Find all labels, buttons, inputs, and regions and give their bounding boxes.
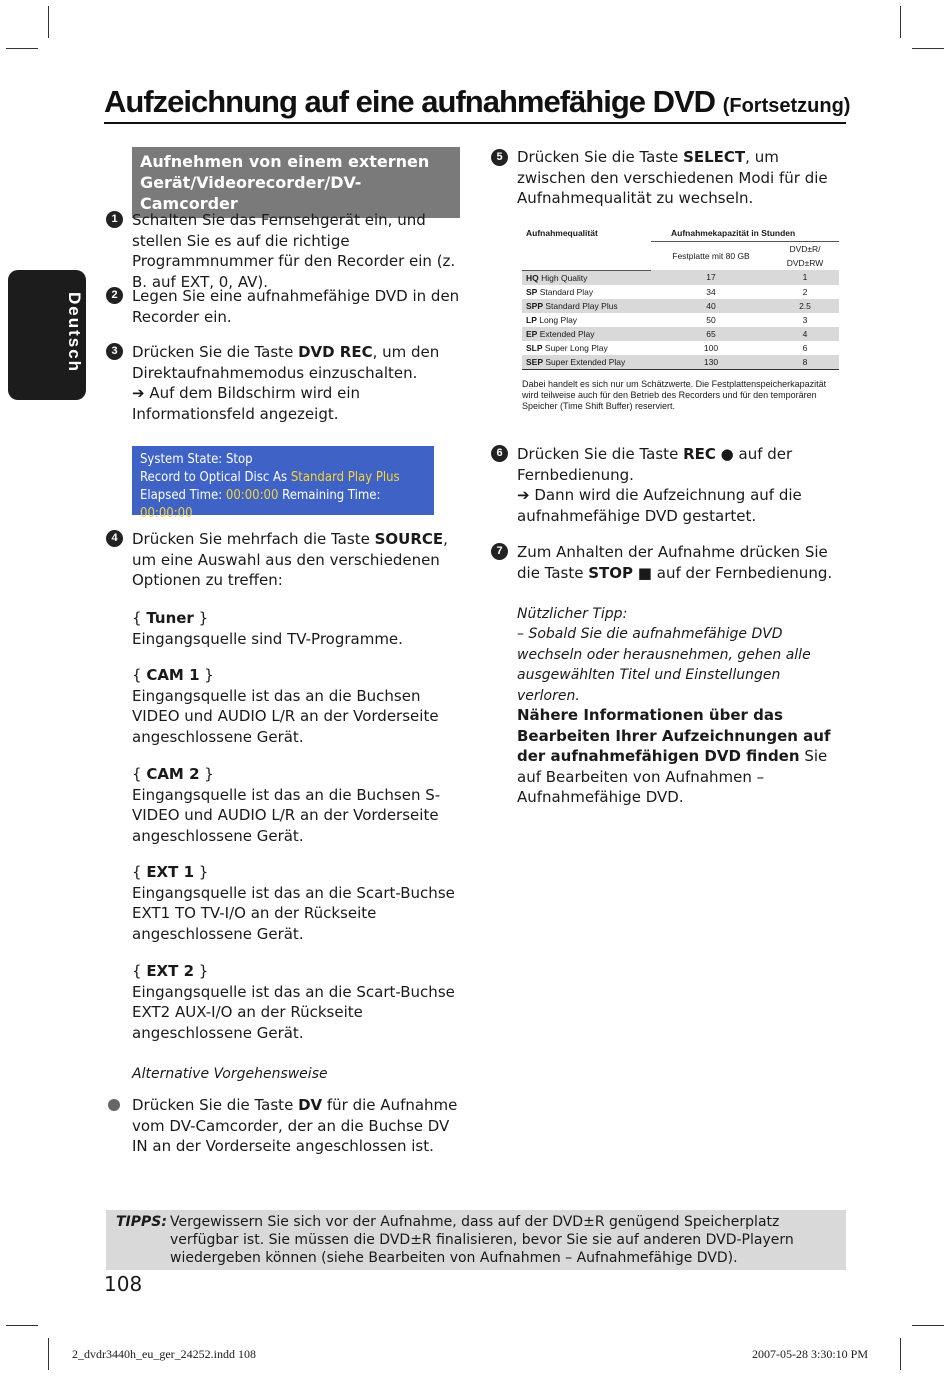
step-1-text: Schalten Sie das Fernsehgerät ein, und stellen Sie es auf die richtige Programmnummer für den Recorder ein (z. B. auf EXT, 0, AV).: [132, 211, 456, 291]
step-6-badge: 6: [491, 445, 508, 462]
osd-info-panel: [132, 446, 434, 521]
table-note: Dabei handelt es sich nur um Schätzwerte. Die Festplattenspeicherkapazität wird teilweise auch für den Betrieb des Recorders und für den temporären Speicher (Time Shift Buffer) reserviert.: [522, 379, 827, 411]
alternative-step-text: Drücken Sie die Taste DV für die Aufnahme vom DV-Camcorder, der an die Buchse DV IN an der Vorderseite angeschlossen ist.: [132, 1096, 458, 1155]
alternative-heading: Alternative Vorgehensweise: [132, 1066, 328, 1082]
step-1-badge: 1: [106, 211, 123, 228]
language-tab: [8, 270, 86, 400]
page-title-main: Aufzeichnung auf eine aufnahmefähige DVD: [104, 84, 716, 119]
table-row: HQ High Quality 17 1: [522, 270, 839, 285]
table-header-quality: Aufnahmequalität: [522, 225, 651, 270]
step-5-text: Drücken Sie die Taste SELECT, um zwischen den verschiedenen Modi für die Aufnahmequalität zu wechseln.: [517, 148, 828, 207]
step-2-badge: 2: [106, 287, 123, 304]
step-2-text: Legen Sie eine aufnahmefähige DVD in den Recorder ein.: [132, 287, 460, 326]
tips-label: TIPPS:: [116, 1214, 167, 1230]
crop-mark: [48, 1338, 49, 1370]
step-5-badge: 5: [491, 149, 508, 166]
recording-quality-table: [522, 225, 839, 370]
table-row: SEP Super Extended Play 130 8: [522, 355, 839, 370]
language-tab-label: Deutsch: [65, 292, 84, 374]
source-option: { CAM 1 } Eingangsquelle ist das an die Buchsen VIDEO und AUDIO L/R an der Vorderseite angeschlossene Gerät.: [132, 666, 439, 746]
more-info-text: Nähere Informationen über das Bearbeiten Ihrer Aufzeichnungen auf der aufnahmefähigen DVD finden Sie auf Bearbeiten von Aufnahmen – Aufnahmefähige DVD.: [517, 706, 831, 806]
source-option: { CAM 2 } Eingangsquelle ist das an die Buchsen S-VIDEO und AUDIO L/R an der Vorderseite angeschlossene Gerät.: [132, 765, 441, 845]
osd-line-2: Record to Optical Disc As Standard Play Plus: [140, 470, 400, 485]
step-6-text: Drücken Sie die Taste REC ● auf der Fernbedienung. ➔ Dann wird die Aufzeichnung auf die aufnahmefähige DVD gestartet.: [517, 445, 802, 525]
table-row: SP Standard Play 34 2: [526, 286, 808, 297]
step-4-text: Drücken Sie mehrfach die Taste SOURCE, um eine Auswahl aus den verschiedenen Optionen zu treffen:: [132, 530, 448, 589]
tip-heading: Nützlicher Tipp:: [517, 606, 628, 622]
osd-line-1: System State: Stop: [140, 452, 253, 467]
page-title-sub: (Fortsetzung): [722, 95, 851, 117]
source-option: { Tuner } Eingangsquelle sind TV-Programme.: [132, 609, 403, 648]
footer-file: 2_dvdr3440h_eu_ger_24252.indd 108: [72, 1347, 256, 1361]
table-subheader-dvd: DVD±R/ DVD±RW: [786, 244, 824, 268]
record-icon: ●: [715, 445, 734, 463]
step-4-badge: 4: [106, 530, 123, 547]
crop-mark: [912, 1325, 944, 1326]
step-3-text: Drücken Sie die Taste DVD REC, um den Direktaufnahmemodus einzuschalten. ➔ Auf dem Bildschirm wird ein Informationsfeld angezeigt.: [132, 343, 440, 423]
table-row: SLP Super Long Play 100 6: [526, 342, 808, 353]
page-title: [104, 84, 851, 124]
crop-mark: [6, 1325, 38, 1326]
table-subheader-hdd: Festplatte mit 80 GB: [672, 251, 750, 261]
step-7-badge: 7: [491, 543, 508, 560]
section-heading: Aufnehmen von einem externen Gerät/Videorecorder/DV-Camcorder: [132, 147, 460, 218]
source-option: { EXT 2 } Eingangsquelle ist das an die Scart-Buchse EXT2 AUX-I/O an der Rückseite angeschlossene Gerät.: [132, 962, 455, 1042]
tips-box: [106, 1210, 846, 1270]
tips-text: Vergewissern Sie sich vor der Aufnahme, dass auf der DVD±R genügend Speicherplatz verfügbar ist. Sie müssen die DVD±R finalisieren, bevor Sie sie auf anderen DVD-Playern wiedergeben können (siehe Bearbeiten von Aufnahmen – Aufnahmefähige DVD).: [170, 1214, 794, 1266]
step-7-text: Zum Anhalten der Aufnahme drücken Sie die Taste STOP ■ auf der Fernbedienung.: [517, 543, 833, 582]
arrow-icon: ➔: [517, 486, 530, 504]
crop-mark: [900, 1338, 901, 1370]
tip-text: – Sobald Sie die aufnahmefähige DVD wechseln oder herausnehmen, gehen alle ausgewählten Titel und Einstellungen verloren.: [517, 626, 811, 704]
bullet-icon: [108, 1099, 120, 1111]
step-3-badge: 3: [106, 343, 123, 360]
arrow-icon: ➔: [132, 384, 145, 402]
osd-line-3: Elapsed Time: 00:00:00 Remaining Time: 00:00:00: [140, 488, 381, 521]
footer-timestamp: 2007-05-28 3:30:10 PM: [752, 1347, 869, 1361]
crop-mark: [48, 6, 49, 38]
table-row: EP Extended Play 65 4: [522, 327, 839, 341]
table-row: SPP Standard Play Plus 40 2.5: [522, 299, 839, 313]
table-header-capacity: Aufnahmekapazität in Stunden: [651, 225, 839, 242]
page-number: 108: [104, 1272, 143, 1296]
source-option: { EXT 1 } Eingangsquelle ist das an die Scart-Buchse EXT1 TO TV-I/O an der Rückseite angeschlossene Gerät.: [132, 863, 455, 943]
crop-mark: [900, 6, 901, 38]
crop-mark: [6, 48, 38, 49]
crop-mark: [912, 48, 944, 49]
table-row: LP Long Play 50 3: [526, 314, 808, 325]
stop-icon: ■: [633, 563, 652, 582]
